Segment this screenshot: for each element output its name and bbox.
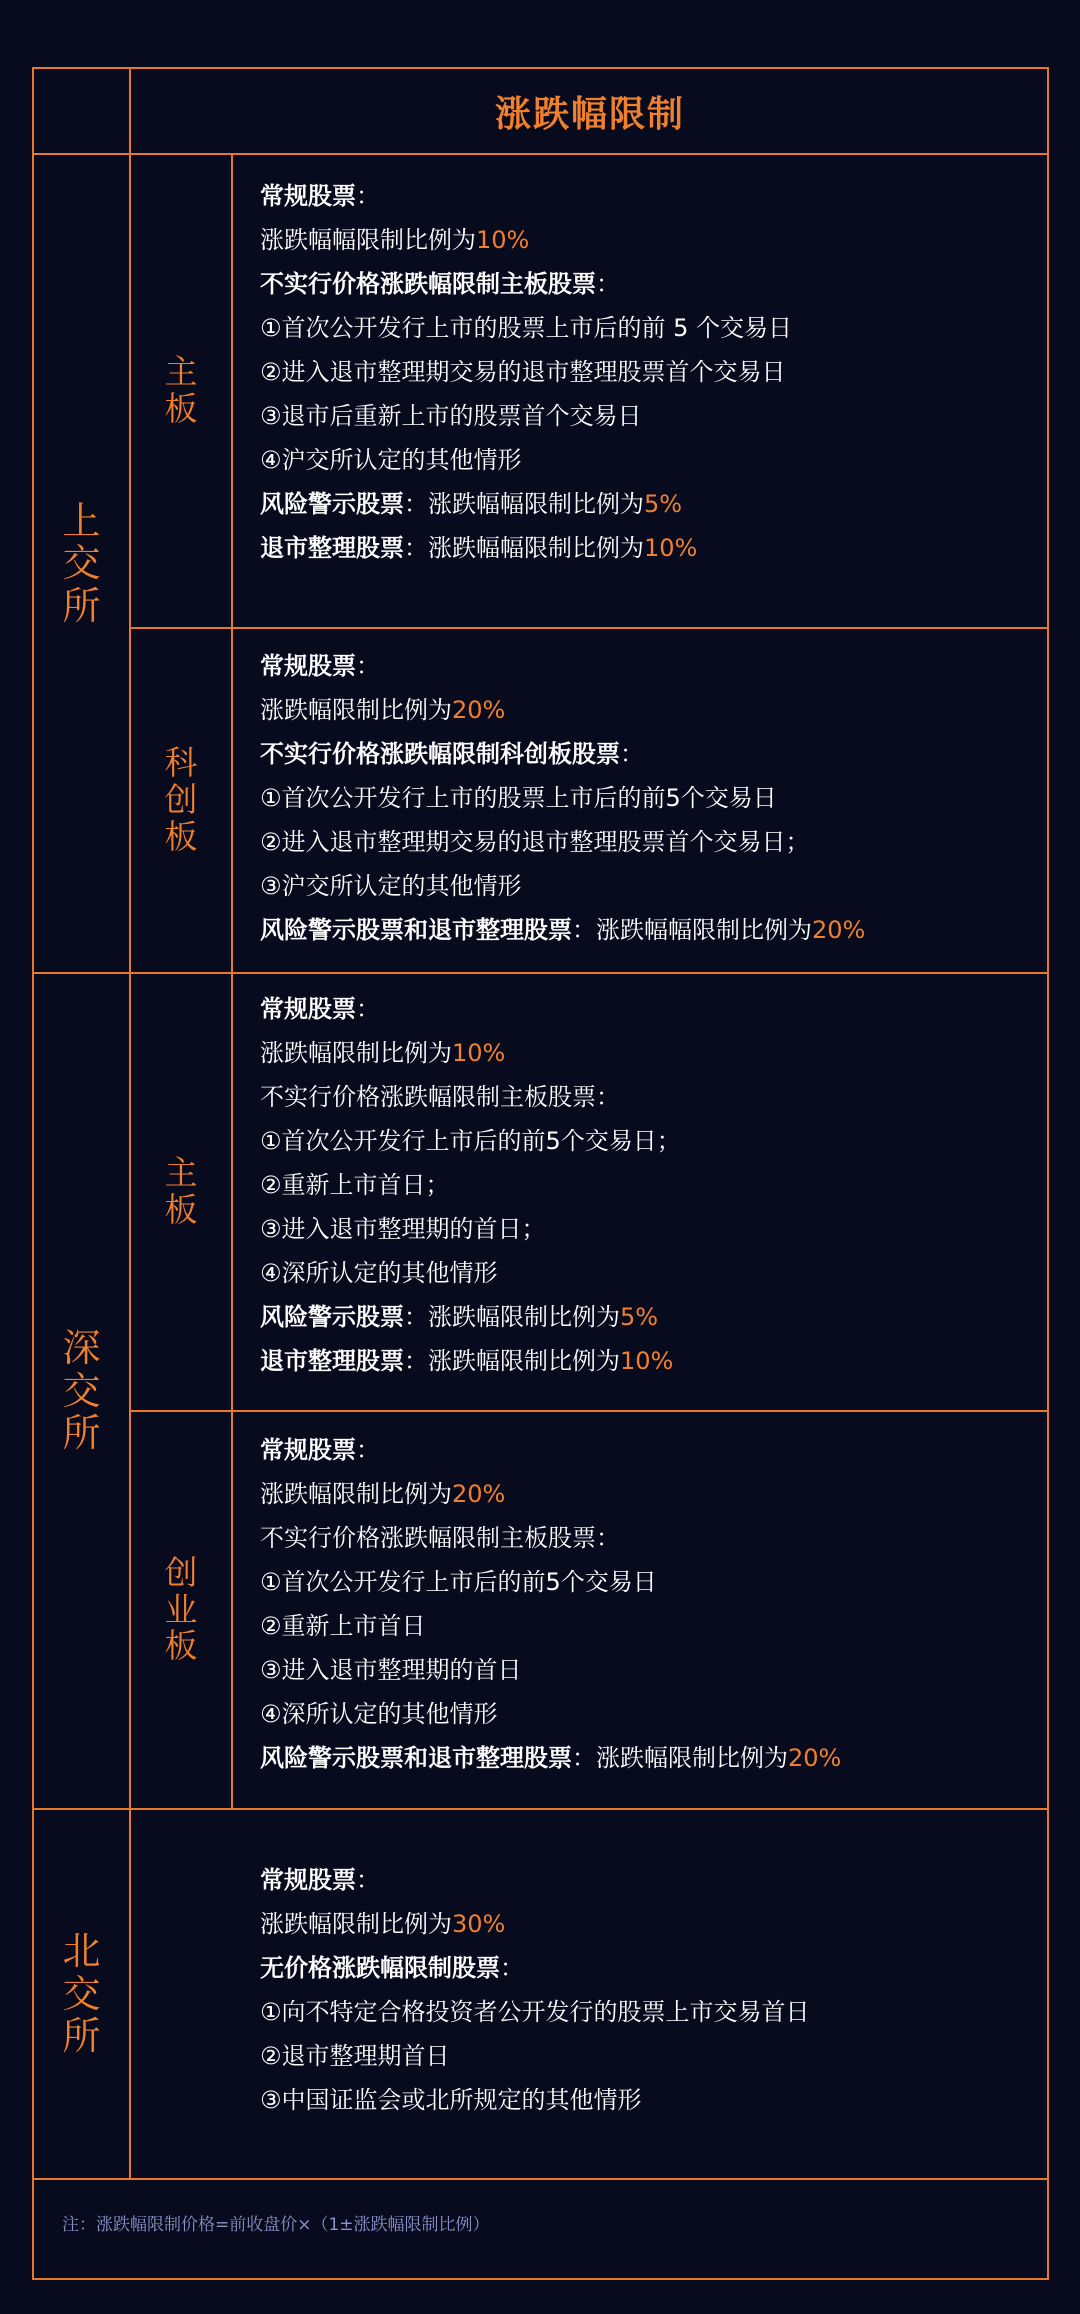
rule-line	[260, 1990, 810, 2034]
rule-line	[260, 1560, 841, 1604]
rule-separator: ：	[356, 995, 380, 1023]
rules-sse-star	[260, 644, 865, 952]
rule-separator: ：	[356, 1866, 380, 1894]
rule-text: ③沪交所认定的其他情形	[260, 872, 522, 900]
rule-line	[260, 1119, 681, 1163]
rule-line	[260, 394, 792, 438]
rule-line	[260, 1031, 681, 1075]
rule-text: ①首次公开发行上市的股票上市后的前5个交易日	[260, 784, 777, 812]
rule-line	[260, 864, 865, 908]
rule-text: ④沪交所认定的其他情形	[260, 446, 522, 474]
rule-label: 风险警示股票	[260, 490, 404, 518]
divider-szse-bse	[32, 1808, 1049, 1810]
rule-text: ③中国证监会或北所规定的其他情形	[260, 2086, 642, 2114]
rule-label: 风险警示股票	[260, 1303, 404, 1331]
rule-value: 10%	[644, 534, 698, 562]
rule-text: ③进入退市整理期的首日；	[260, 1215, 546, 1243]
rules-szse-main	[260, 987, 681, 1383]
rule-line	[260, 1736, 841, 1780]
rule-text: ②退市整理期首日	[260, 2042, 450, 2070]
rule-text: 涨跌幅限制比例为	[260, 1039, 452, 1067]
rule-text: 涨跌幅限制比例为	[260, 1480, 452, 1508]
rule-text: 涨跌幅限制比例为	[260, 1910, 452, 1938]
rule-text: ①首次公开发行上市后的前5个交易日	[260, 1568, 657, 1596]
board-label-sse-main: 主 板	[164, 352, 198, 428]
rule-separator: ：	[572, 1744, 596, 1772]
rule-label: 常规股票	[260, 182, 356, 210]
rule-value: 20%	[812, 916, 866, 944]
rule-label: 风险警示股票和退市整理股票	[260, 916, 572, 944]
rule-label: 常规股票	[260, 1436, 356, 1464]
rule-line	[260, 482, 792, 526]
board-label-sse-star: 科 创 板	[164, 743, 198, 856]
rule-separator: ：	[572, 916, 596, 944]
rule-text: 不实行价格涨跌幅限制主板股票：	[260, 1524, 620, 1552]
rule-text: ④深所认定的其他情形	[260, 1700, 498, 1728]
rule-separator: ：	[356, 1436, 380, 1464]
rule-line	[260, 306, 792, 350]
rule-line	[260, 987, 681, 1031]
rule-value: 20%	[788, 1744, 842, 1772]
rule-separator: ：	[596, 270, 620, 298]
rule-text: ③退市后重新上市的股票首个交易日	[260, 402, 642, 430]
rule-line	[260, 1295, 681, 1339]
rules-sse-main	[260, 174, 792, 570]
rule-line	[260, 2034, 810, 2078]
rule-line	[260, 1692, 841, 1736]
rule-label: 无价格涨跌幅限制股票	[260, 1954, 500, 1982]
rule-line	[260, 1516, 841, 1560]
rule-line	[260, 1163, 681, 1207]
board-label-szse-chinext: 创 业 板	[164, 1552, 198, 1666]
exchange-label-bse: 北 交 所	[62, 1929, 101, 2059]
rule-line	[260, 526, 792, 570]
rule-text: 涨跌幅幅限制比例为	[596, 916, 812, 944]
exchange-label-sse: 上 交 所	[62, 498, 101, 628]
rule-line	[260, 908, 865, 952]
rule-line	[260, 350, 792, 394]
rule-line	[260, 1251, 681, 1295]
rule-label: 退市整理股票	[260, 534, 404, 562]
rule-line	[260, 1472, 841, 1516]
rule-text: 涨跌幅幅限制比例为	[428, 490, 644, 518]
rule-text: 涨跌幅限制比例为	[596, 1744, 788, 1772]
rule-line	[260, 2078, 810, 2122]
rule-line	[260, 174, 792, 218]
rule-text: 涨跌幅限制比例为	[260, 696, 452, 724]
rule-line	[260, 732, 865, 776]
rule-line	[260, 438, 792, 482]
rule-label: 不实行价格涨跌幅限制科创板股票	[260, 740, 620, 768]
rule-separator: ：	[500, 1954, 524, 1982]
board-label-szse-main: 主 板	[164, 1153, 198, 1229]
rule-separator: ：	[620, 740, 644, 768]
rule-text: ②进入退市整理期交易的退市整理股票首个交易日	[260, 358, 786, 386]
table-title: 涨跌幅限制	[494, 93, 685, 135]
rule-text: ①向不特定合格投资者公开发行的股票上市交易首日	[260, 1998, 810, 2026]
rule-label: 退市整理股票	[260, 1347, 404, 1375]
rule-value: 20%	[452, 1480, 506, 1508]
rule-value: 5%	[620, 1303, 659, 1331]
rule-line	[260, 1858, 810, 1902]
divider-szse-boards	[131, 1410, 1049, 1412]
rule-text: ③进入退市整理期的首日	[260, 1656, 522, 1684]
rule-value: 10%	[452, 1039, 506, 1067]
rules-szse-chinext	[260, 1428, 841, 1780]
rule-separator: ：	[404, 1347, 428, 1375]
rule-line	[260, 1946, 810, 1990]
rule-line	[260, 644, 865, 688]
rule-text: ④深所认定的其他情形	[260, 1259, 498, 1287]
rule-separator: ：	[404, 490, 428, 518]
rule-separator: ：	[404, 1303, 428, 1331]
footnote: 注：涨跌幅限制价格=前收盘价×（1±涨跌幅限制比例）	[62, 2215, 490, 2235]
rule-value: 10%	[620, 1347, 674, 1375]
rule-text: ①首次公开发行上市的股票上市后的前 5 个交易日	[260, 314, 793, 342]
rule-line	[260, 1207, 681, 1251]
rule-line	[260, 688, 865, 732]
rule-value: 5%	[644, 490, 683, 518]
rules-bse	[260, 1858, 810, 2122]
rule-label: 风险警示股票和退市整理股票	[260, 1744, 572, 1772]
rule-text: 不实行价格涨跌幅限制主板股票：	[260, 1083, 620, 1111]
rule-line	[260, 1428, 841, 1472]
rule-line	[260, 1648, 841, 1692]
rule-text: ②重新上市首日；	[260, 1171, 450, 1199]
rule-text: 涨跌幅幅限制比例为	[428, 534, 644, 562]
rule-label: 常规股票	[260, 995, 356, 1023]
rule-line	[260, 218, 792, 262]
divider-note	[32, 2178, 1049, 2180]
rule-text: 涨跌幅限制比例为	[428, 1303, 620, 1331]
rule-value: 30%	[452, 1910, 506, 1938]
rule-separator: ：	[356, 182, 380, 210]
rule-separator: ：	[356, 652, 380, 680]
rule-label: 常规股票	[260, 652, 356, 680]
rule-text: 涨跌幅幅限制比例为	[260, 226, 476, 254]
divider-sse-boards	[131, 627, 1049, 629]
rule-line	[260, 820, 865, 864]
rule-text: ②进入退市整理期交易的退市整理股票首个交易日；	[260, 828, 810, 856]
rule-value: 20%	[452, 696, 506, 724]
rule-text: ②重新上市首日	[260, 1612, 426, 1640]
rule-line	[260, 1902, 810, 1946]
rule-separator: ：	[404, 534, 428, 562]
rule-line	[260, 1339, 681, 1383]
rule-text: ①首次公开发行上市后的前5个交易日；	[260, 1127, 681, 1155]
rule-text: 涨跌幅限制比例为	[428, 1347, 620, 1375]
rule-label: 不实行价格涨跌幅限制主板股票	[260, 270, 596, 298]
divider-board-column	[231, 155, 233, 1808]
rule-line	[260, 262, 792, 306]
rule-line	[260, 1604, 841, 1648]
rule-line	[260, 776, 865, 820]
rule-line	[260, 1075, 681, 1119]
rule-label: 常规股票	[260, 1866, 356, 1894]
exchange-label-szse: 深 交 所	[62, 1326, 101, 1456]
rule-value: 10%	[476, 226, 530, 254]
